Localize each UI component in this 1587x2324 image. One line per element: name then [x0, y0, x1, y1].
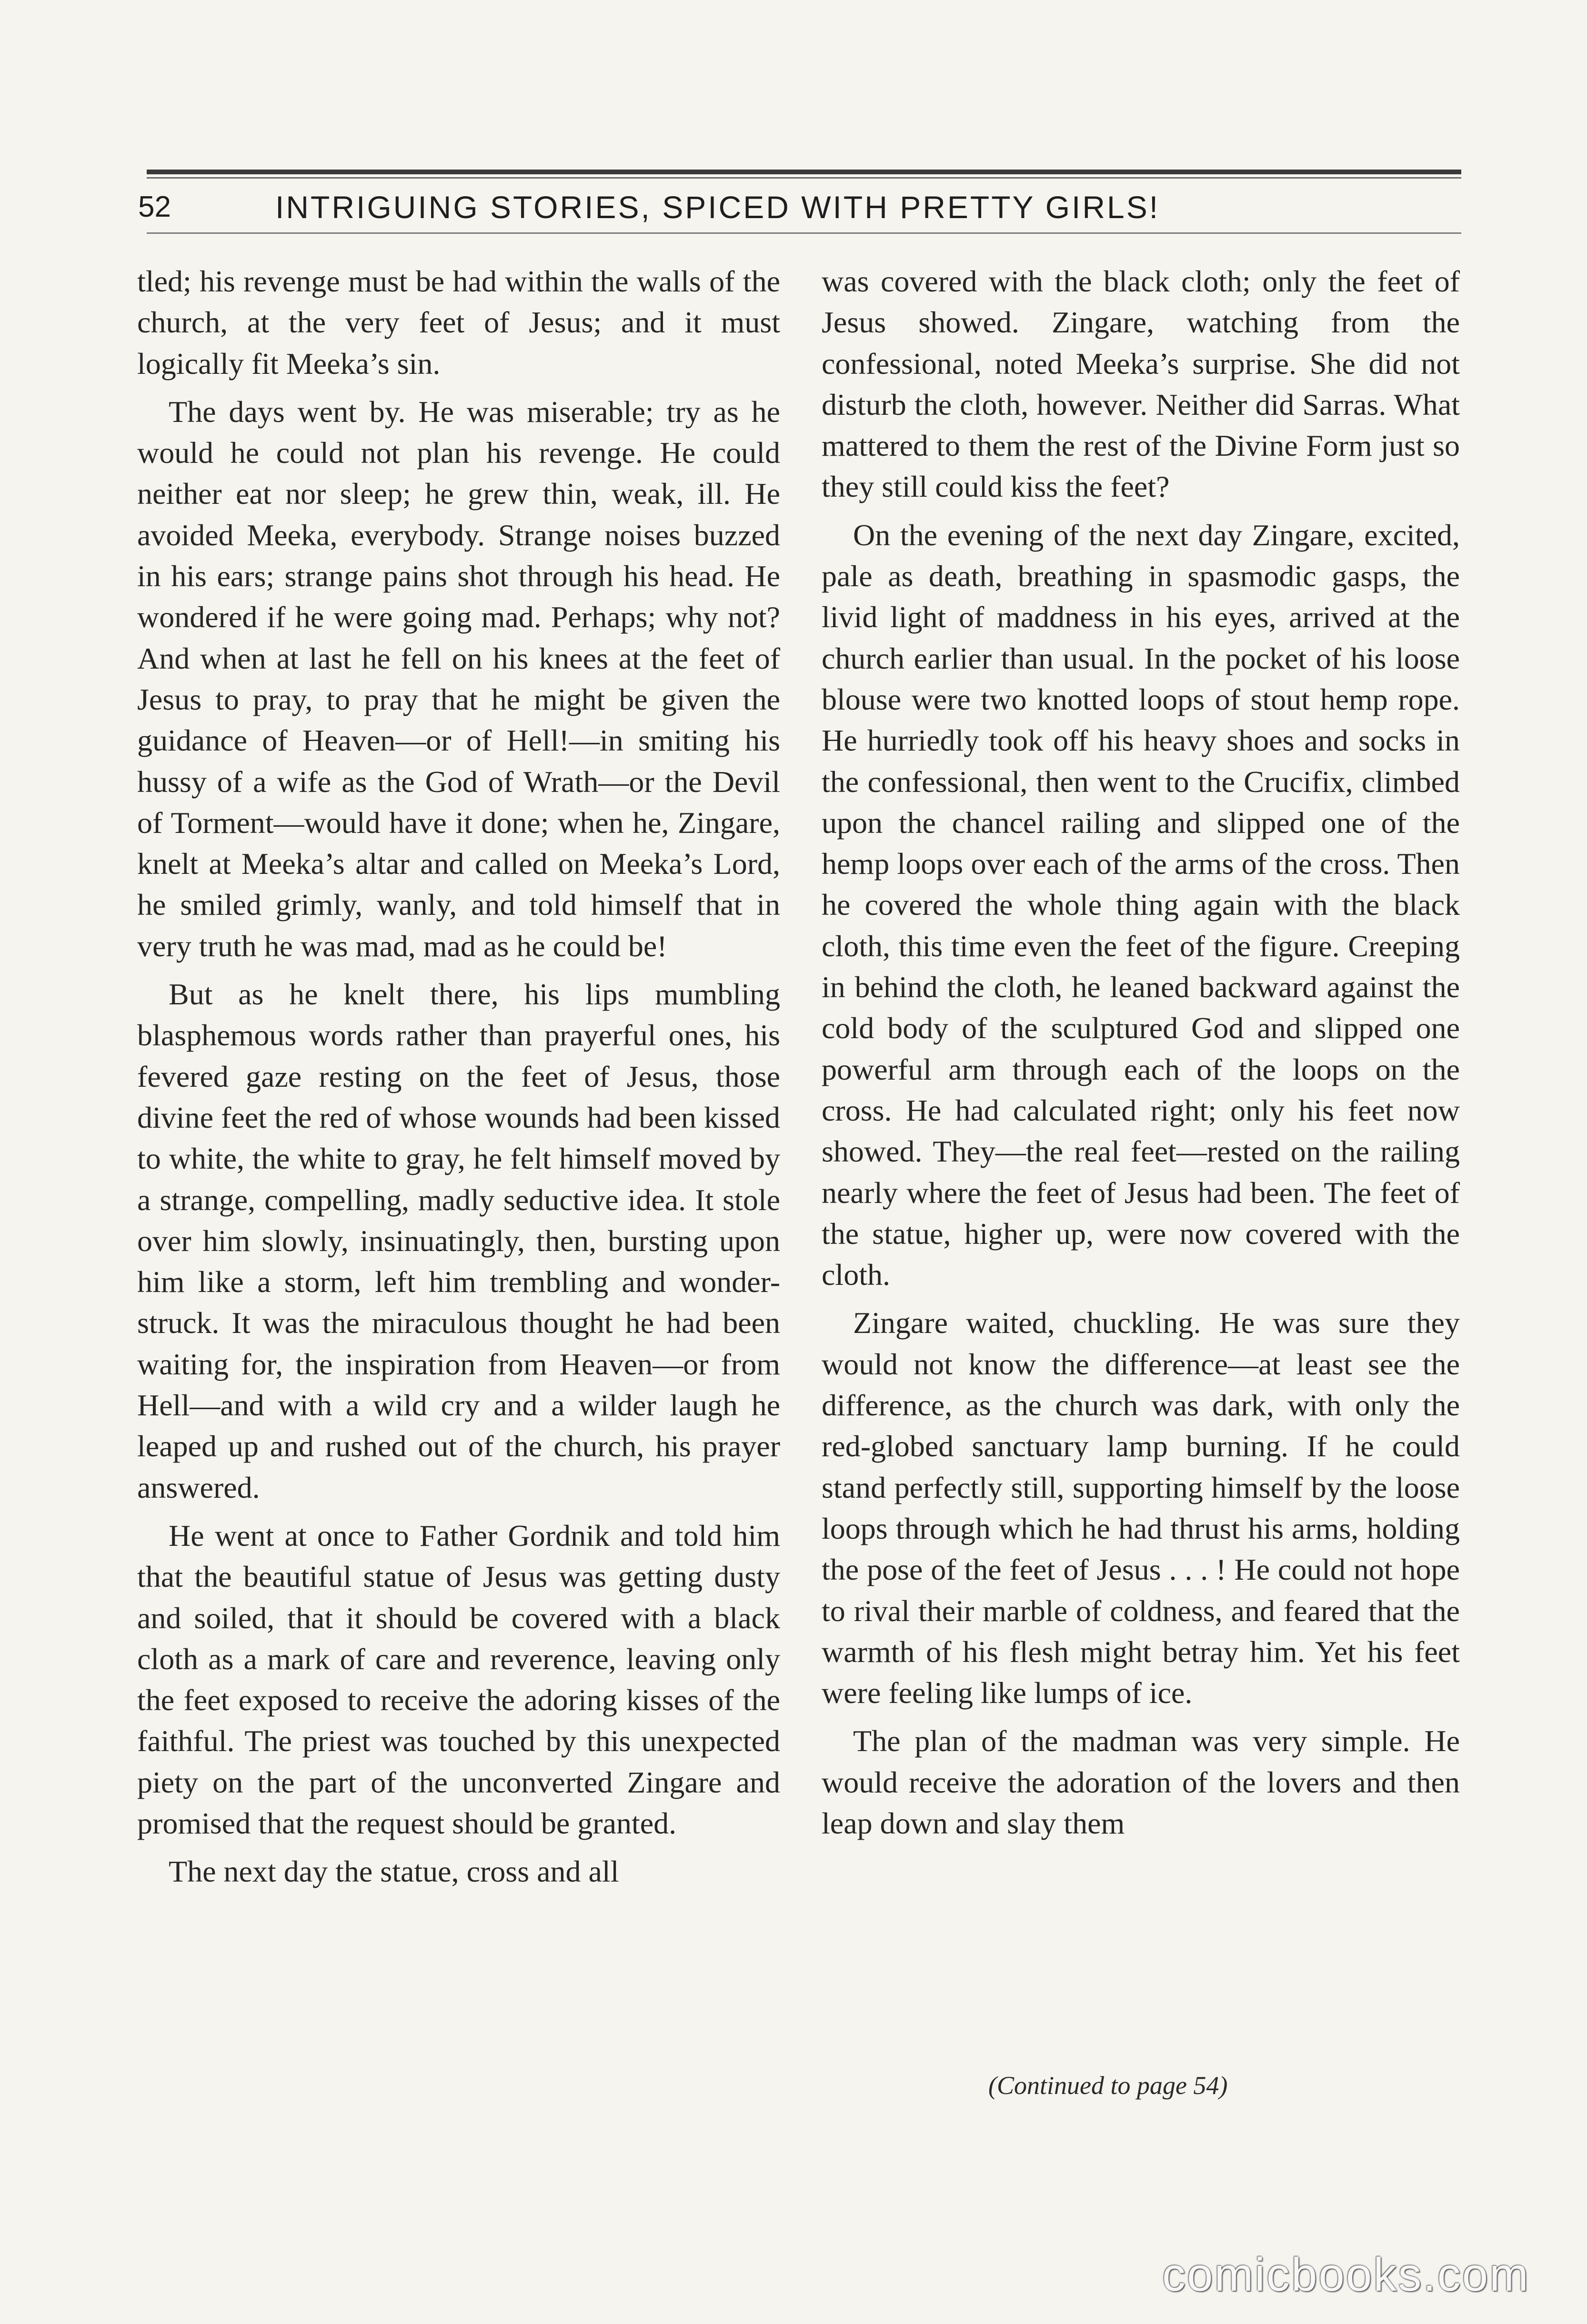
- header-top-rule: [147, 170, 1461, 174]
- paragraph: tled; his revenge must be had within the walls of the church, at the very feet of Jesus; and it must logically fit Meeka’s sin.: [137, 264, 780, 381]
- paragraph: On the evening of the next day Zingare, excited, pale as death, breathing in spasmodic gasps, the livid light of maddness in his eyes, arrived at the church earlier than usual. In the pocket of his loose blouse were two knotted loops of stout hemp rope. He hurriedly took off his heavy shoes and socks in the confessional, then went to the Crucifix, climbed upon the chancel railing and slipped one of the hemp loops over each of the arms of the cross. Then he covered the whole thing again with the black cloth, this time even the feet of the figure. Creeping in behind the cloth, he leaned backward against the cold body of the sculptured God and slipped one powerful arm through each of the loops on the cross. He had calculated right; only his feet now showed. They—the real feet—rested on the railing nearly where the feet of Jesus had been. The feet of the statue, higher up, were now covered with the cloth.: [822, 518, 1460, 1292]
- running-title: INTRIGUING STORIES, SPICED WITH PRETTY GIRLS!: [275, 190, 1160, 225]
- paragraph: But as he knelt there, his lips mumbling blasphemous words rather than prayerful ones, his fevered gaze resting on the feet of Jesus, those divine feet the red of whose wounds had been kissed to white, the white to gray, he felt himself moved by a strange, compelling, madly seductive idea. It stole over him slowly, insinuatingly, then, bursting upon him like a storm, left him trembling and wonder-struck. It was the miraculous thought he had been waiting for, the inspiration from Heaven—or from Hell—and with a wild cry and a wilder laugh he leaped up and rushed out of the church, his prayer answered.: [137, 977, 780, 1504]
- watermark: comicbooks.com: [1162, 2248, 1530, 2301]
- paragraph: He went at once to Father Gordnik and told him that the beautiful statue of Jesus was getting dusty and soiled, that it should be covered with a black cloth as a mark of care and reverence, leaving only the feet exposed to receive the adoring kisses of the faithful. The priest was touched by this unexpected piety on the part of the unconverted Zingare and promised that the request should be granted.: [137, 1518, 780, 1840]
- paragraph: Zingare waited, chuckling. He was sure they would not know the difference—at least see the difference, as the church was dark, with only the red-globed sanctuary lamp burning. If he could stand perfectly still, supporting himself by the loose loops through which he had thrust his arms, holding the pose of the feet of Jesus . . . ! He could not hope to rival their marble of coldness, and feared that the warmth of his flesh might betray him. Yet his feet were feeling like lumps of ice.: [822, 1306, 1460, 1710]
- page-number: 52: [138, 190, 171, 223]
- text-column-left: [137, 261, 780, 1900]
- continued-note: (Continued to page 54): [988, 2071, 1228, 2100]
- header-bottom-rule: [147, 232, 1461, 234]
- header-top-rule-thin: [147, 177, 1461, 179]
- paragraph: The plan of the madman was very simple. He would receive the adoration of the lovers and then leap down and slay them: [822, 1724, 1460, 1840]
- page-header: [138, 181, 1472, 233]
- text-column-right: [822, 261, 1460, 1851]
- paragraph: was covered with the black cloth; only the feet of Jesus showed. Zingare, watching from the confessional, noted Meeka’s surprise. She did not disturb the cloth, however. Neither did Sarras. What mattered to them the rest of the Divine Form just so they still could kiss the feet?: [822, 264, 1460, 504]
- paragraph: The next day the statue, cross and all: [169, 1854, 619, 1889]
- paragraph: The days went by. He was miserable; try as he would he could not plan his revenge. He could neither eat nor sleep; he grew thin, weak, ill. He avoided Meeka, everybody. Strange noises buzzed in his ears; strange pains shot through his head. He wondered if he were going mad. Perhaps; why not? And when at last he fell on his knees at the feet of Jesus to pray, to pray that he might be given the guidance of Heaven—or of Hell!—in smiting his hussy of a wife as the God of Wrath—or the Devil of Torment—would have it done; when he, Zingare, knelt at Meeka’s altar and called on Meeka’s Lord, he smiled grimly, wanly, and told himself that in very truth he was mad, mad as he could be!: [137, 394, 780, 963]
